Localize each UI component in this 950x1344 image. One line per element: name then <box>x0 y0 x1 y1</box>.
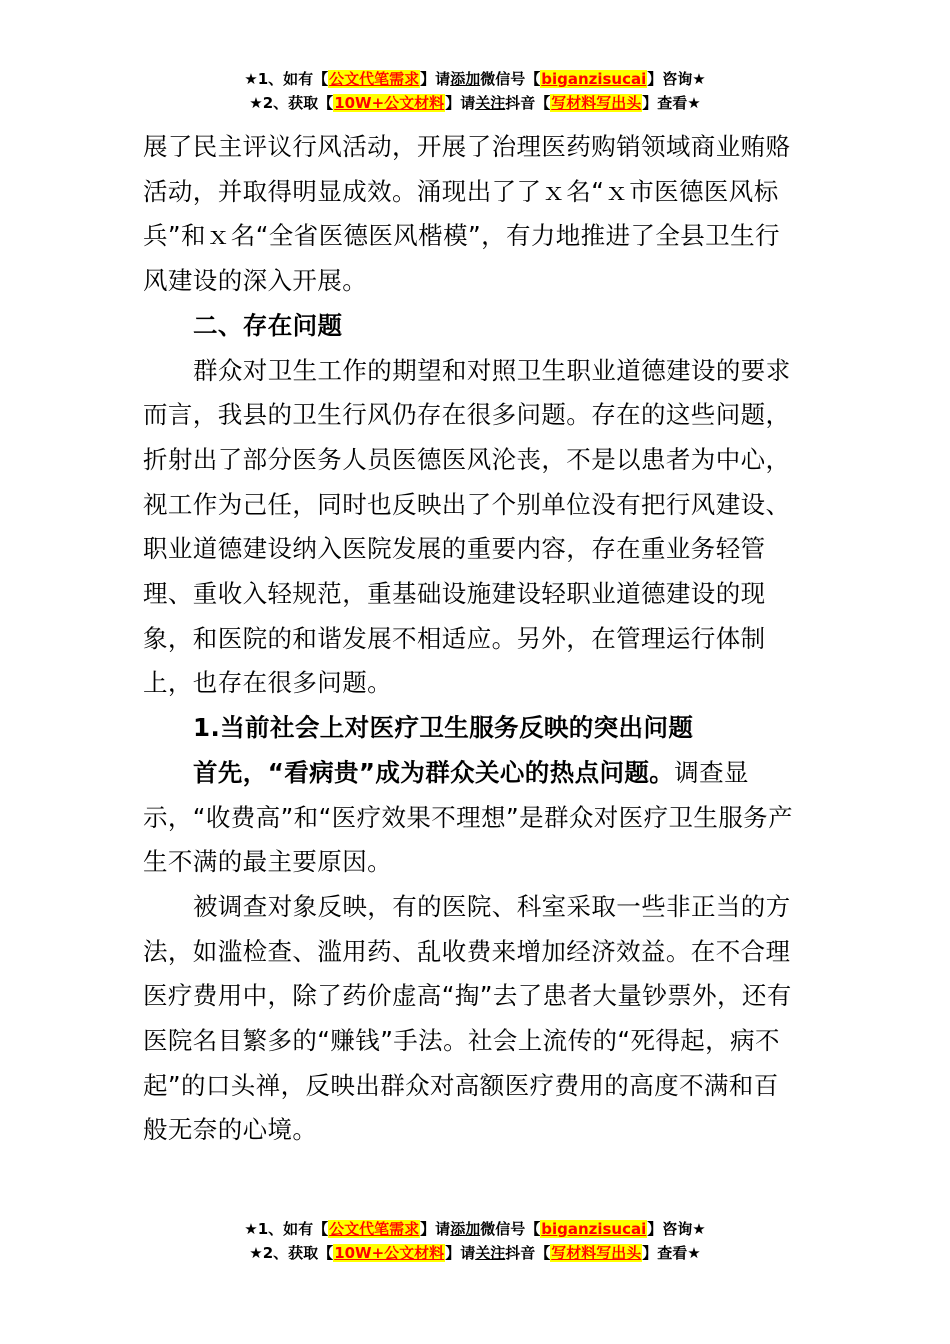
footer-line2-highlight-materials: 10W+公文材料 <box>334 1244 445 1262</box>
header-line2-highlight-douyin: 写材料写出头 <box>551 94 642 112</box>
header-line1-underline: 添加 <box>450 70 481 88</box>
header-line-2 <box>0 91 950 115</box>
footer-line1-underline: 添加 <box>450 1220 481 1238</box>
footer-line2-highlight-douyin: 写材料写出头 <box>551 1244 642 1262</box>
footer-line2-underline: 关注 <box>475 1244 506 1262</box>
header-line1-prefix: ★1、如有【 <box>244 70 329 88</box>
paragraph-problems-intro: 群众对卫生工作的期望和对照卫生职业道德建设的要求而言，我县的卫生行风仍存在很多问题。存在的这些问题，折射出了部分医务人员医德医风沦丧，不是以患者为中心，视工作为己任，同时也反映出了个别单位没有把行风建设、职业道德建设纳入医院发展的重要内容，存在重业务轻管理、重收入轻规范，重基础设施建设轻职业道德建设的现象，和医院的和谐发展不相适应。另外，在管理运行体制上，也存在很多问题。 <box>143 355 791 698</box>
document-body <box>143 125 803 1153</box>
header-line1-suffix: 】咨询★ <box>647 70 706 88</box>
paragraph-lead-rest: 调查显示，“收费高”和“医疗效果不理想”是群众对医疗卫生服务产生不满的最主要原因。 <box>143 757 793 877</box>
footer-line2-mid1: 】请 <box>445 1244 476 1262</box>
section-heading-problems: 二、存在问题 <box>193 310 343 340</box>
header-banner <box>0 67 950 115</box>
header-line1-mid1: 】请 <box>420 70 451 88</box>
footer-banner <box>0 1217 950 1265</box>
header-line1-mid2: 微信号【 <box>480 70 541 88</box>
footer-line2-suffix: 】查看★ <box>642 1244 701 1262</box>
header-line2-mid1: 】请 <box>445 94 476 112</box>
subsection-heading-1: 1.当前社会上对医疗卫生服务反映的突出问题 <box>193 713 694 743</box>
header-line2-underline: 关注 <box>475 94 506 112</box>
footer-line1-suffix: 】咨询★ <box>647 1220 706 1238</box>
footer-line1-mid1: 】请 <box>420 1220 451 1238</box>
header-line2-prefix: ★2、获取【 <box>249 94 334 112</box>
footer-line1-prefix: ★1、如有【 <box>244 1220 329 1238</box>
footer-line1-highlight-service: 公文代笔需求 <box>329 1220 420 1238</box>
header-line-1 <box>0 67 950 91</box>
header-line2-highlight-materials: 10W+公文材料 <box>334 94 445 112</box>
footer-line1-mid2: 微信号【 <box>480 1220 541 1238</box>
footer-line1-highlight-wechat: biganzisucai <box>541 1220 647 1238</box>
header-line2-suffix: 】查看★ <box>642 94 701 112</box>
footer-line-1 <box>0 1217 950 1241</box>
paragraph-survey-feedback: 被调查对象反映，有的医院、科室采取一些非正当的方法，如滥检查、滥用药、乱收费来增加经济效益。在不合理医疗费用中，除了药价虚高“掏”去了患者大量钞票外，还有医院名目繁多的“赚钱”手法。社会上流传的“死得起，病不起”的口头禅，反映出群众对高额医疗费用的高度不满和百般无奈的心境。 <box>143 891 792 1145</box>
header-line2-mid2: 抖音【 <box>505 94 551 112</box>
footer-line2-mid2: 抖音【 <box>505 1244 551 1262</box>
header-line1-highlight-wechat: biganzisucai <box>541 70 647 88</box>
footer-line2-prefix: ★2、获取【 <box>249 1244 334 1262</box>
paragraph-continued: 展了民主评议行风活动，开展了治理医药购销领域商业贿赂活动，并取得明显成效。涌现出了了ｘ名“ｘ市医德医风标兵”和ｘ名“全省医德医风楷模”，有力地推进了全县卫生行风建设的深入开展。 <box>143 132 791 296</box>
header-line1-highlight-service: 公文代笔需求 <box>329 70 420 88</box>
footer-line-2 <box>0 1241 950 1265</box>
paragraph-expensive-care <box>143 751 803 885</box>
paragraph-lead-bold: 首先，“看病贵”成为群众关心的热点问题。 <box>193 757 675 787</box>
